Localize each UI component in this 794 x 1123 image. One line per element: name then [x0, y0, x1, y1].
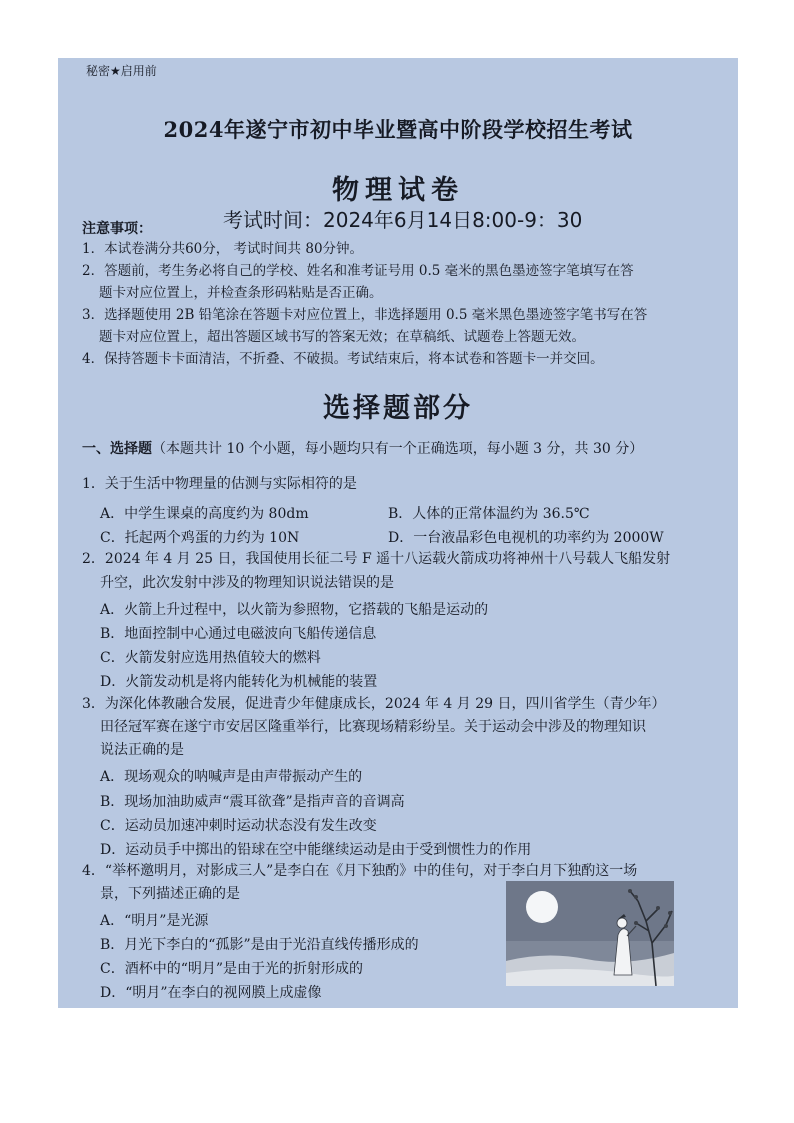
note-item: 2．答题前，考生务必将自己的学校、姓名和准考证号用 0.5 毫米的黑色墨迹签字笔填写在答	[82, 263, 634, 279]
exam-title: 2024年遂宁市初中毕业暨高中阶段学校招生考试	[163, 117, 633, 142]
question-4-stem-cont: 景，下列描述正确的是	[100, 886, 240, 902]
part-heading	[82, 438, 643, 458]
q2-option-d: D．火箭发动机是将内能转化为机械能的装置	[100, 674, 378, 690]
q1-option-b: B．人体的正常体温约为 36.5℃	[388, 506, 590, 522]
part-instruction: （本题共计 10 个小题，每小题均只有一个正确选项，每小题 3 分，共 30 分）	[152, 441, 644, 457]
note-item-cont: 题卡对应位置上，并检查条形码粘贴是否正确。	[99, 285, 383, 301]
exam-time: 考试时间：2024年6月14日8:00-9：30	[223, 208, 583, 232]
q3-option-a: A．现场观众的呐喊声是由声带振动产生的	[100, 769, 363, 785]
q1-option-d: D．一台液晶彩色电视机的功率约为 2000W	[388, 530, 664, 546]
note-item-cont: 题卡对应位置上，超出答题区域书写的答案无效；在草稿纸、试题卷上答题无效。	[99, 329, 585, 345]
question-3-stem-cont: 说法正确的是	[100, 742, 184, 758]
question-3-stem-cont: 田径冠军赛在遂宁市安居区隆重举行，比赛现场精彩纷呈。关于运动会中涉及的物理知识	[100, 719, 646, 735]
notes-heading: 注意事项：	[82, 221, 152, 237]
exam-sheet	[58, 58, 738, 1008]
question-4-stem: 4．“举杯邀明月，对影成三人”是李白在《月下独酌》中的佳句，对于李白月下独酌这一场	[82, 863, 638, 879]
question-1-stem: 1．关于生活中物理量的估测与实际相符的是	[82, 476, 357, 492]
question-2-stem: 2．2024 年 4 月 25 日，我国使用长征二号 F 遥十八运载火箭成功将神州十八号载人飞船发射	[82, 551, 671, 567]
note-item: 1．本试卷满分共60分， 考试时间共 80分钟。	[82, 241, 364, 257]
q4-option-b: B．月光下李白的“孤影”是由于光沿直线传播形成的	[100, 937, 419, 953]
part-label: 一、选择题	[82, 441, 152, 457]
question-2-stem-cont: 升空，此次发射中涉及的物理知识说法错误的是	[100, 575, 394, 591]
q1-option-a: A．中学生课桌的高度约为 80dm	[100, 506, 309, 522]
subject-title: 物理试卷	[332, 175, 464, 206]
note-item: 3．选择题使用 2B 铅笔涂在答题卡对应位置上，非选择题用 0.5 毫米黑色墨迹签字笔书写在答	[82, 307, 648, 323]
q2-option-b: B．地面控制中心通过电磁波向飞船传递信息	[100, 626, 377, 642]
q2-option-c: C．火箭发射应选用热值较大的燃料	[100, 650, 321, 666]
q4-option-d: D．“明月”在李白的视网膜上成虚像	[100, 985, 322, 1001]
q4-option-a: A．“明月”是光源	[100, 913, 209, 929]
q3-option-c: C．运动员加速冲刺时运动状态没有发生改变	[100, 818, 377, 834]
moon-icon	[526, 891, 558, 923]
q3-option-d: D．运动员手中掷出的铅球在空中能继续运动是由于受到惯性力的作用	[100, 842, 532, 858]
q3-option-b: B．现场加油助威声“震耳欲聋”是指声音的音调高	[100, 794, 405, 810]
question-3-stem: 3．为深化体教融合发展，促进青少年健康成长，2024 年 4 月 29 日，四川省学生（青少年）	[82, 696, 666, 712]
q4-option-c: C．酒杯中的“明月”是由于光的折射形成的	[100, 961, 364, 977]
q1-option-c: C．托起两个鸡蛋的力约为 10N	[100, 530, 300, 546]
note-item: 4．保持答题卡卡面清洁，不折叠、不破损。考试结束后，将本试卷和答题卡一并交回。	[82, 351, 604, 367]
q2-option-a: A．火箭上升过程中，以火箭为参照物，它搭载的飞船是运动的	[100, 602, 489, 618]
moon-poet-illustration	[506, 881, 674, 986]
section-title: 选择题部分	[323, 393, 473, 424]
confidential-mark: 秘密★启用前	[86, 64, 157, 78]
